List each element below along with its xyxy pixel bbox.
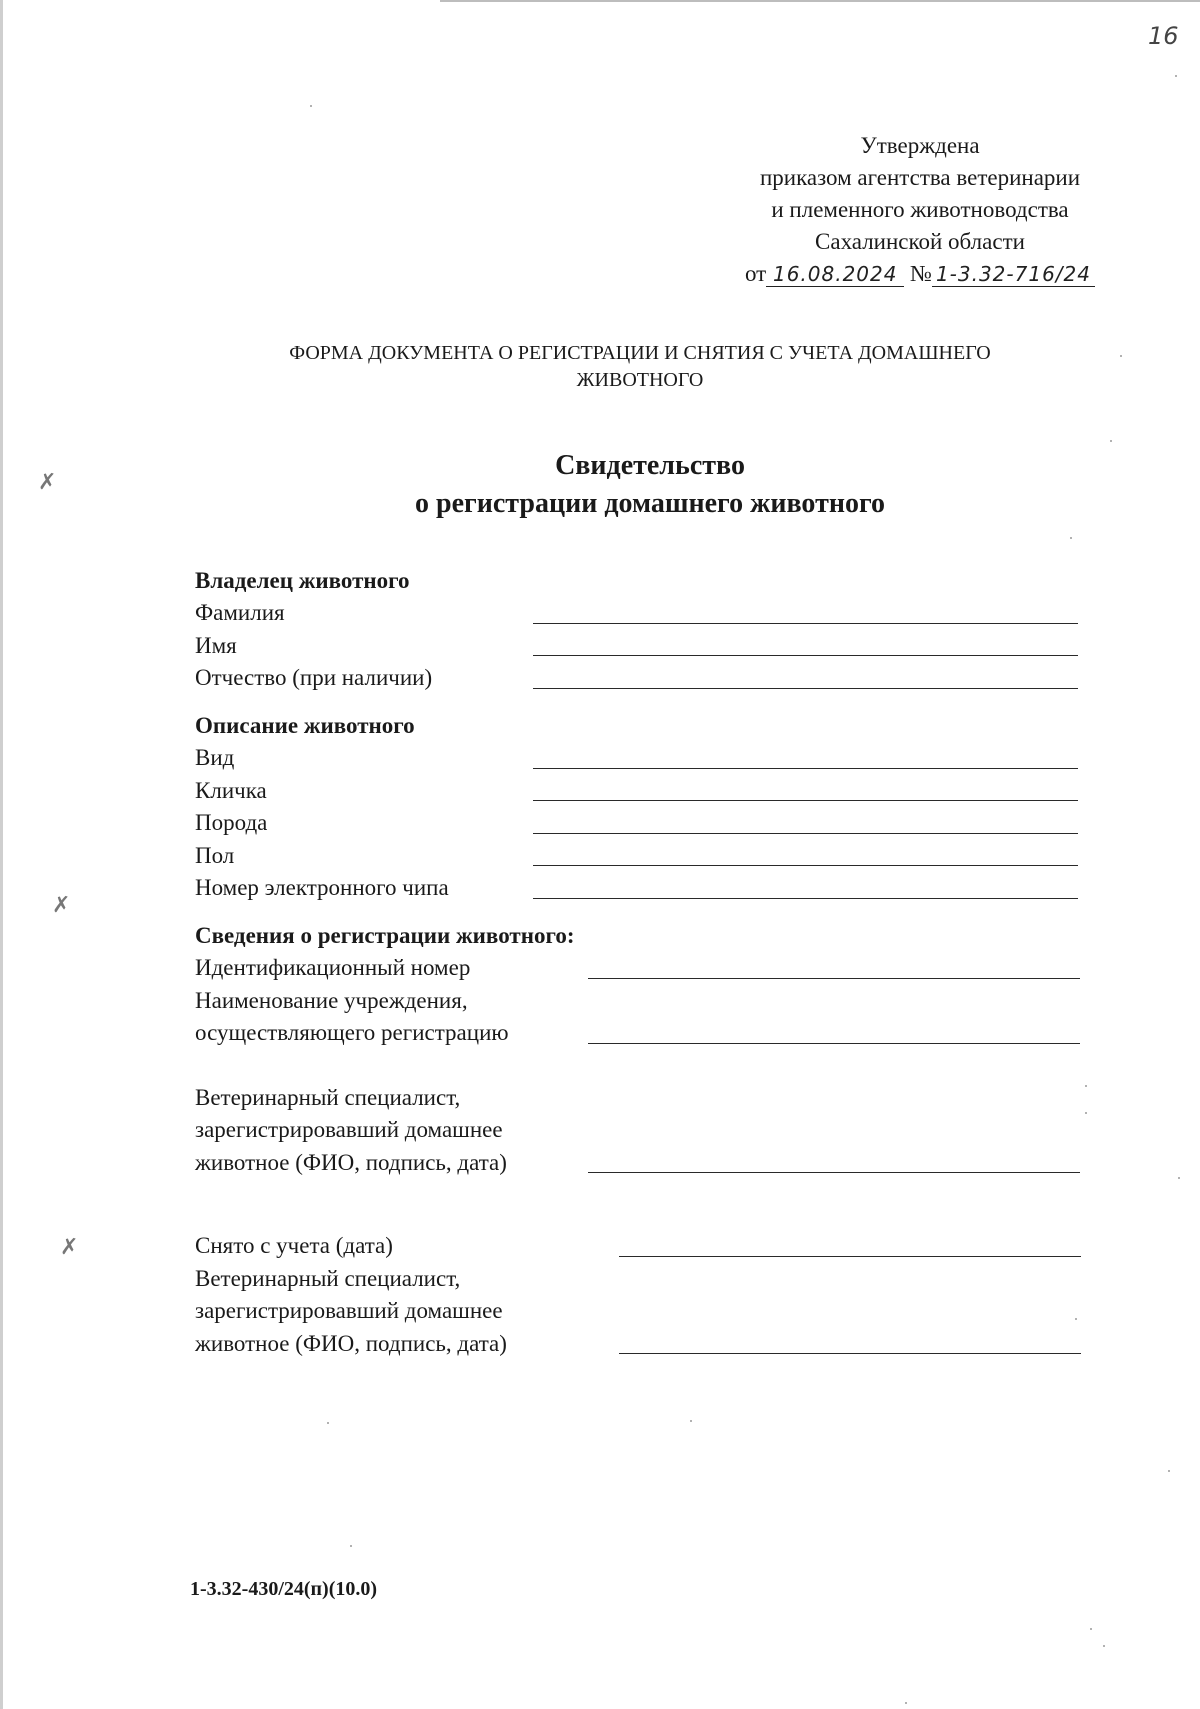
- scan-speck: [350, 1545, 352, 1547]
- handwritten-order-number: 1-3.32-716/24: [932, 262, 1095, 287]
- animal-species-field[interactable]: [533, 767, 1078, 769]
- animal-sex-field[interactable]: [533, 864, 1078, 866]
- registration-vet-row: [195, 1082, 1080, 1180]
- margin-mark-icon: ✗: [60, 1235, 79, 1260]
- registration-vet-field[interactable]: [588, 1171, 1080, 1173]
- animal-chip-row: [195, 872, 1078, 905]
- scan-speck: [1175, 75, 1177, 77]
- scan-speck: [1085, 1085, 1087, 1087]
- margin-mark-icon: ✗: [52, 893, 71, 918]
- deregistration-date-row: [195, 1230, 1081, 1263]
- handwritten-page-number: 16: [1148, 22, 1179, 50]
- form-heading-line-2: ЖИВОТНОГО: [576, 369, 704, 391]
- scan-speck: [1090, 1628, 1092, 1630]
- owner-patronymic-row: [195, 662, 1078, 695]
- animal-sex-row: [195, 840, 1078, 873]
- deregistration-section: [195, 1230, 1081, 1360]
- registration-vet-label: [195, 1082, 588, 1180]
- deregistration-vet-label: [195, 1263, 619, 1361]
- scan-speck: [905, 1702, 907, 1704]
- animal-chip-label: Номер электронного чипа: [195, 875, 449, 900]
- date-prefix: от: [744, 261, 767, 286]
- scan-speck: [1168, 1470, 1170, 1472]
- number-prefix: №: [909, 261, 932, 286]
- owner-name-label: Имя: [195, 632, 237, 658]
- animal-section-title: Описание животного: [195, 713, 415, 738]
- scan-speck: [1070, 537, 1072, 539]
- owner-surname-field[interactable]: [533, 622, 1078, 624]
- scan-speck: [1120, 355, 1122, 357]
- margin-mark-icon: ✗: [38, 470, 57, 495]
- deregistration-vet-row: [195, 1263, 1081, 1361]
- animal-section: [195, 710, 1078, 905]
- scan-speck: [690, 1420, 692, 1422]
- registration-id-field[interactable]: [588, 977, 1080, 979]
- animal-species-row: [195, 742, 1078, 775]
- certificate-title: [300, 447, 1000, 523]
- approval-block: [700, 130, 1140, 290]
- registration-vet-label-line-1: Ветеринарный специалист,: [195, 1084, 461, 1110]
- animal-nickname-label: Кличка: [195, 777, 267, 803]
- animal-nickname-field[interactable]: [533, 799, 1078, 801]
- form-heading: [180, 340, 1100, 394]
- registration-institution-field[interactable]: [588, 1042, 1080, 1044]
- owner-section: [195, 565, 1078, 695]
- registration-vet-label-line-3: животное (ФИО, подпись, дата): [195, 1149, 507, 1175]
- spacer: [195, 1050, 1080, 1082]
- owner-name-row: [195, 630, 1078, 663]
- deregistration-vet-field[interactable]: [619, 1352, 1081, 1354]
- registration-id-row: [195, 952, 1080, 985]
- animal-sex-label: Пол: [195, 842, 235, 868]
- owner-surname-row: [195, 597, 1078, 630]
- animal-breed-row: [195, 807, 1078, 840]
- approval-date-line: [700, 258, 1140, 290]
- animal-nickname-row: [195, 775, 1078, 808]
- certificate-title-line-2: о регистрации домашнего животного: [415, 488, 885, 519]
- approval-line-4: Сахалинской области: [815, 229, 1025, 254]
- owner-patronymic-field[interactable]: [533, 687, 1078, 689]
- registration-section-title: Сведения о регистрации животного:: [195, 923, 575, 948]
- approval-line-2: приказом агентства ветеринарии: [759, 165, 1081, 190]
- animal-species-label: Вид: [195, 745, 235, 770]
- form-heading-line-1: ФОРМА ДОКУМЕНТА О РЕГИСТРАЦИИ И СНЯТИЯ С УЧЕТА ДОМАШНЕГО: [289, 342, 991, 364]
- animal-breed-field[interactable]: [533, 832, 1078, 834]
- owner-section-title: Владелец животного: [195, 568, 410, 593]
- registration-vet-label-line-2: зарегистрировавший домашнее: [195, 1117, 503, 1142]
- certificate-title-line-1: Свидетельство: [555, 450, 745, 481]
- registration-institution-row: [195, 985, 1080, 1050]
- scan-edge-top: [440, 0, 1200, 2]
- deregistration-vet-label-line-3: животное (ФИО, подпись, дата): [195, 1330, 507, 1356]
- scan-speck: [1075, 1318, 1077, 1320]
- owner-surname-label: Фамилия: [195, 600, 285, 625]
- approval-line-1: Утверждена: [860, 133, 980, 158]
- deregistration-date-label: Снято с учета (дата): [195, 1233, 393, 1258]
- registration-institution-label: [195, 985, 588, 1050]
- scan-speck: [1178, 1177, 1180, 1179]
- owner-patronymic-label: Отчество (при наличии): [195, 665, 433, 690]
- deregistration-date-field[interactable]: [619, 1255, 1081, 1257]
- registration-id-label: Идентификационный номер: [195, 955, 471, 980]
- scan-speck: [1085, 1112, 1087, 1114]
- registration-section: [195, 920, 1080, 1179]
- scan-edge-left: [0, 0, 3, 1709]
- owner-name-field[interactable]: [533, 654, 1078, 656]
- deregistration-vet-label-line-2: зарегистрировавший домашнее: [195, 1298, 503, 1323]
- animal-chip-field[interactable]: [533, 897, 1078, 899]
- scan-speck: [310, 105, 312, 107]
- registration-institution-label-line-1: Наименование учреждения,: [195, 987, 468, 1013]
- handwritten-date: 16.08.2024: [766, 262, 904, 287]
- deregistration-vet-label-line-1: Ветеринарный специалист,: [195, 1265, 461, 1291]
- approval-line-3: и племенного животноводства: [771, 197, 1069, 222]
- scan-speck: [1110, 440, 1112, 442]
- registration-institution-label-line-2: осуществляющего регистрацию: [195, 1020, 509, 1045]
- animal-breed-label: Порода: [195, 810, 268, 835]
- scan-speck: [327, 1422, 329, 1424]
- document-code: 1-3.32-430/24(п)(10.0): [190, 1578, 378, 1600]
- scan-speck: [1103, 1645, 1105, 1647]
